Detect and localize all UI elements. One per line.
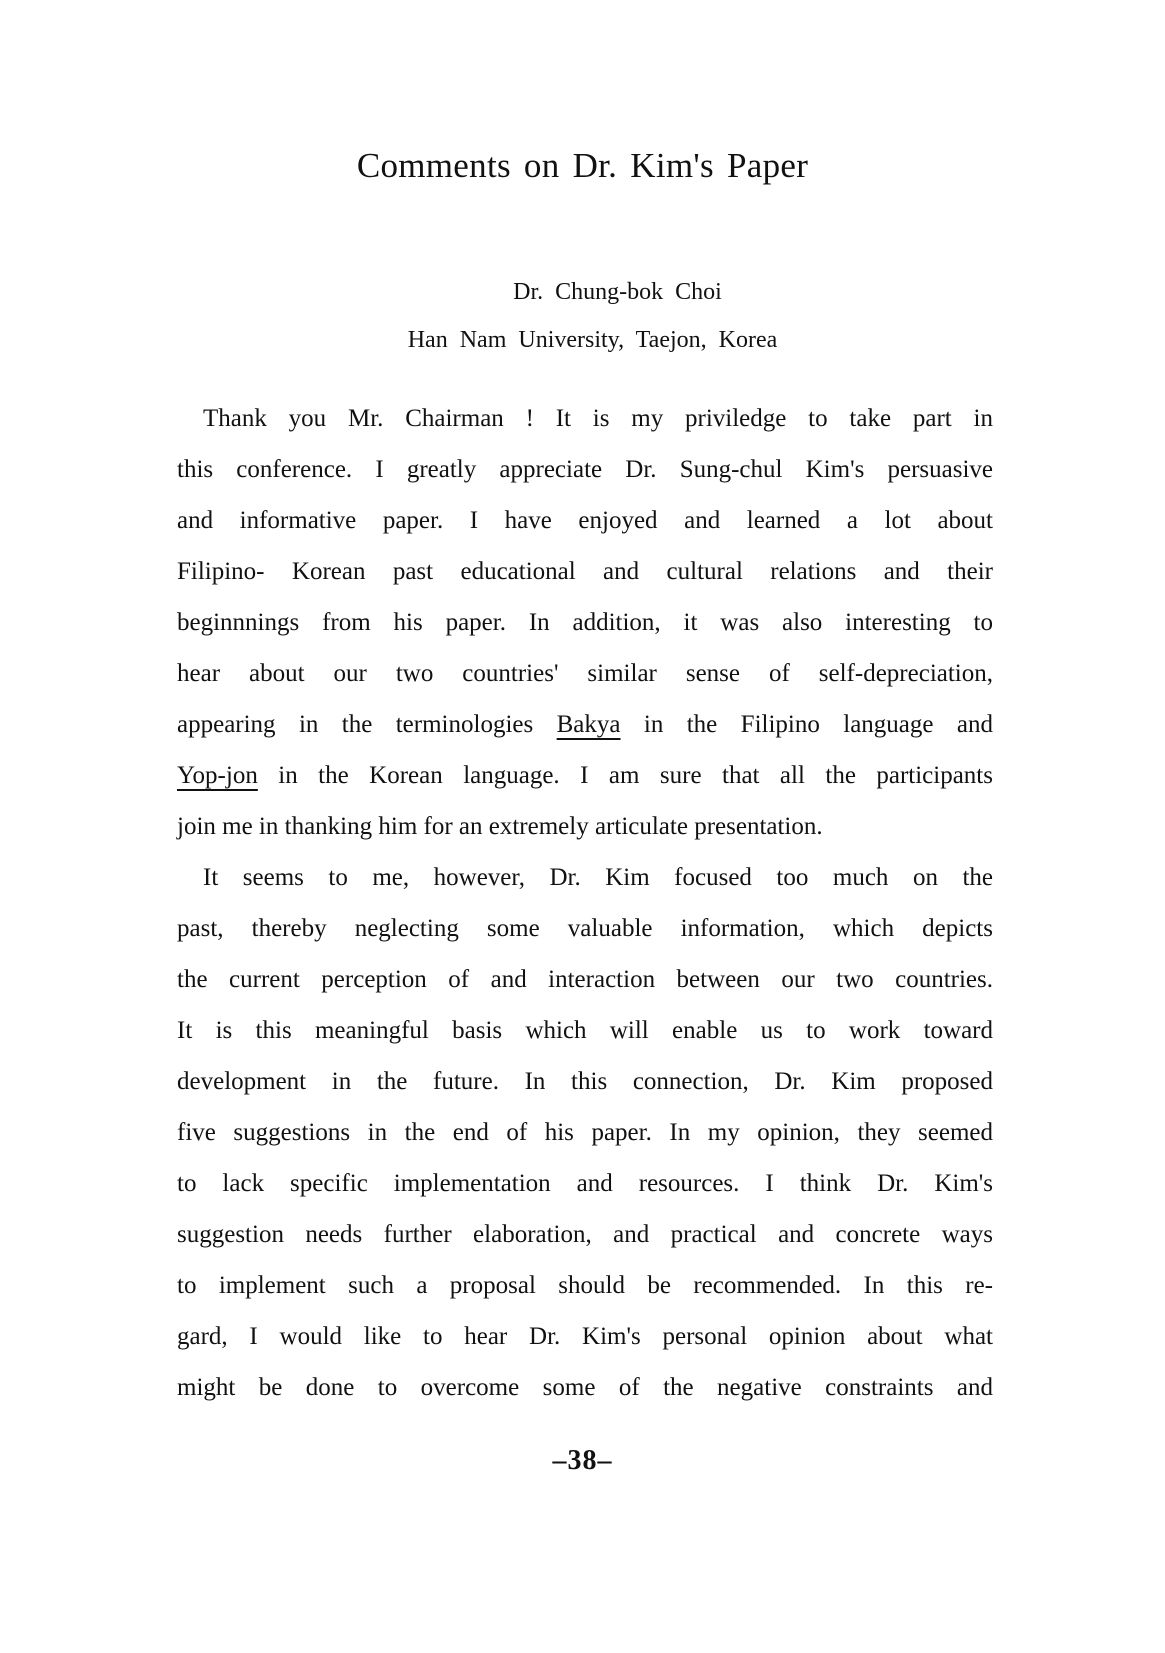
p1-line-8-b: in the Korean language. I am sure that all the participants — [257, 762, 993, 789]
p2-line-7: to lack specific implementation and resources. I think Dr. Kim's — [177, 1170, 993, 1197]
paper-title: Comments on Dr. Kim's Paper — [356, 146, 809, 185]
page-number: –38– — [552, 1445, 613, 1476]
p2-line-11: might be done to overcome some of the negative constraints and — [177, 1374, 993, 1401]
p1-line-7-a: appearing in the terminologies — [177, 711, 557, 738]
p2-line-6: five suggestions in the end of his paper. In my opinion, they seemed — [177, 1119, 993, 1146]
p2-line-4: It is this meaningful basis which will enable us to work toward — [177, 1017, 993, 1044]
author-block — [0, 268, 1165, 364]
p1-line-2: this conference. I greatly appreciate Dr. Sung-chul Kim's persuasive — [177, 456, 993, 483]
p1-line-6: hear about our two countries' similar sense of self-depreciation, — [177, 660, 993, 687]
p2-line-2: past, thereby neglecting some valuable information, which depicts — [177, 915, 993, 942]
p2-line-10: gard, I would like to hear Dr. Kim's personal opinion about what — [177, 1323, 993, 1350]
body-text — [177, 393, 993, 1413]
p2-line-3: the current perception of and interaction between our two countries. — [177, 966, 993, 993]
p2-line-8: suggestion needs further elaboration, and practical and concrete ways — [177, 1221, 993, 1248]
p1-line-9: join me in thanking him for an extremely articulate presentation. — [177, 813, 823, 840]
p2-line-9: to implement such a proposal should be recommended. In this re- — [177, 1272, 993, 1299]
p2-line-1: It seems to me, however, Dr. Kim focused too much on the — [203, 864, 993, 891]
p2-line-5: development in the future. In this connection, Dr. Kim proposed — [177, 1068, 993, 1095]
p1-line-8 — [177, 750, 993, 801]
p1-line-7 — [177, 699, 993, 750]
author-affiliation: Han Nam University, Taejon, Korea — [407, 327, 778, 353]
p1-line-3: and informative paper. I have enjoyed and learned a lot about — [177, 507, 993, 534]
p1-line-1: Thank you Mr. Chairman ! It is my priviledge to take part in — [203, 405, 993, 432]
term-yop-jon: Yop-jon — [177, 762, 258, 789]
p1-line-4: Filipino- Korean past educational and cultural relations and their — [177, 558, 993, 585]
author-name: Dr. Chung-bok Choi — [513, 279, 722, 305]
term-bakya: Bakya — [556, 711, 621, 738]
p1-line-7-b: in the Filipino language and — [620, 711, 993, 738]
p1-line-5: beginnnings from his paper. In addition, it was also interesting to — [177, 609, 993, 636]
